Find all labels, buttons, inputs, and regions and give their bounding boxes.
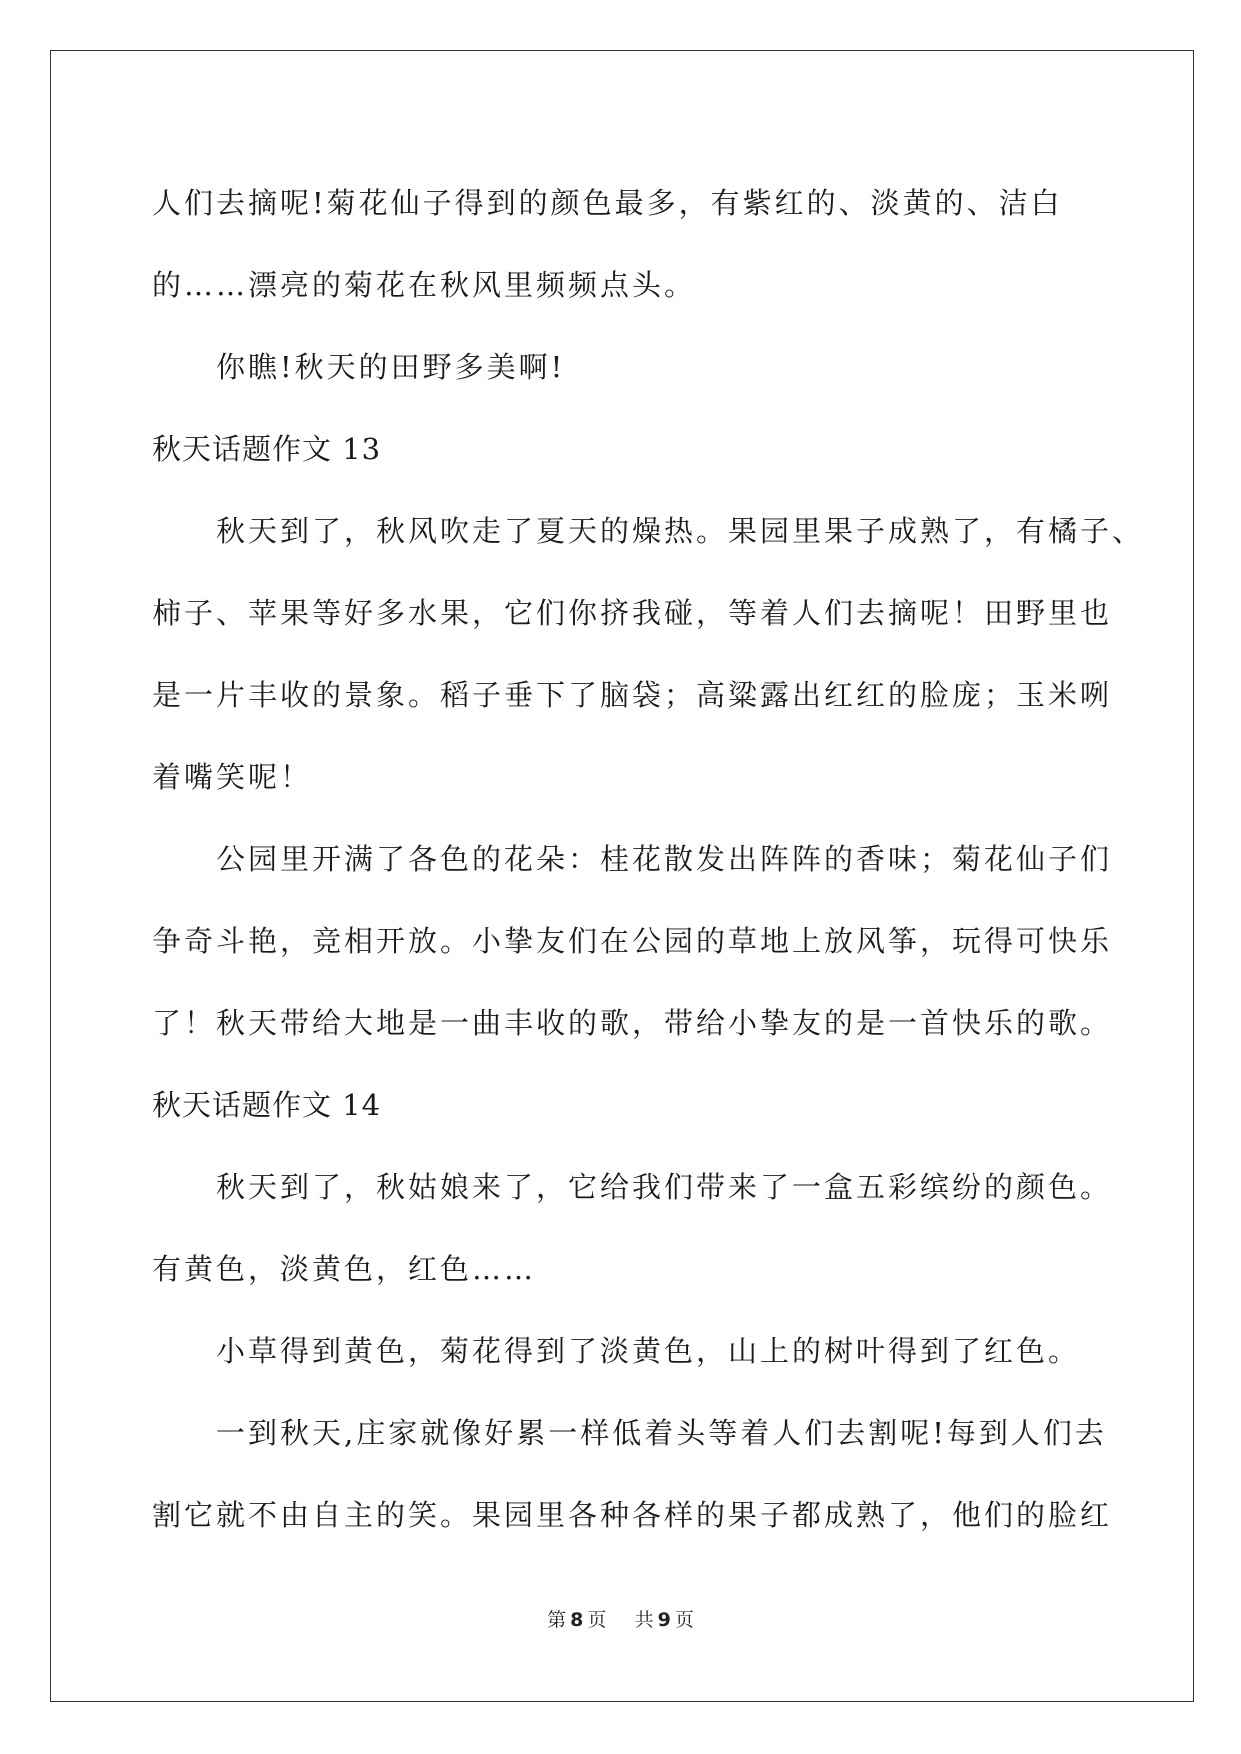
section-heading-13: 秋天话题作文 13 <box>152 432 382 466</box>
section-heading-14: 秋天话题作文 14 <box>152 1088 382 1122</box>
text-line: 争奇斗艳，竞相开放。小挚友们在公园的草地上放风筝，玩得可快乐 <box>152 924 1113 958</box>
paragraph-line: 秋天到了，秋姑娘来了，它给我们带来了一盒五彩缤纷的颜色。 <box>216 1170 1113 1204</box>
text-line: 割它就不由自主的笑。果园里各种各样的果子都成熟了，他们的脸红 <box>152 1498 1113 1532</box>
document-body <box>152 162 1145 1556</box>
paragraph-line: 你瞧!秋天的田野多美啊! <box>216 350 566 384</box>
text-line: 的……漂亮的菊花在秋风里频频点头。 <box>152 268 697 302</box>
page-suffix: 页 <box>587 1609 607 1631</box>
paragraph-line: 小草得到黄色，菊花得到了淡黄色，山上的树叶得到了红色。 <box>216 1334 1081 1368</box>
total-suffix: 页 <box>674 1609 694 1631</box>
text-line: 人们去摘呢!菊花仙子得到的颜色最多，有紫红的、淡黄的、洁白 <box>152 186 1063 220</box>
text-line: 着嘴笑呢！ <box>152 760 313 794</box>
page-footer <box>0 1608 1241 1632</box>
text-line: 有黄色，淡黄色，红色…… <box>152 1252 537 1286</box>
paragraph-line: 秋天到了，秋风吹走了夏天的燥热。果园里果子成熟了，有橘子、 <box>216 514 1145 548</box>
text-line: 柿子、苹果等好多水果，它们你挤我碰，等着人们去摘呢！田野里也 <box>152 596 1113 630</box>
text-line: 是一片丰收的景象。稻子垂下了脑袋；高粱露出红红的脸庞；玉米咧 <box>152 678 1113 712</box>
page-number: 8 <box>570 1609 584 1631</box>
paragraph-line: 一到秋天,庄家就像好累一样低着头等着人们去割呢!每到人们去 <box>216 1416 1107 1450</box>
total-pages: 9 <box>657 1609 671 1631</box>
text-line: 了！秋天带给大地是一曲丰收的歌，带给小挚友的是一首快乐的歌。 <box>152 1006 1113 1040</box>
total-prefix: 共 <box>634 1609 654 1631</box>
page-prefix: 第 <box>547 1609 567 1631</box>
paragraph-line: 公园里开满了各色的花朵：桂花散发出阵阵的香味；菊花仙子们 <box>216 842 1113 876</box>
